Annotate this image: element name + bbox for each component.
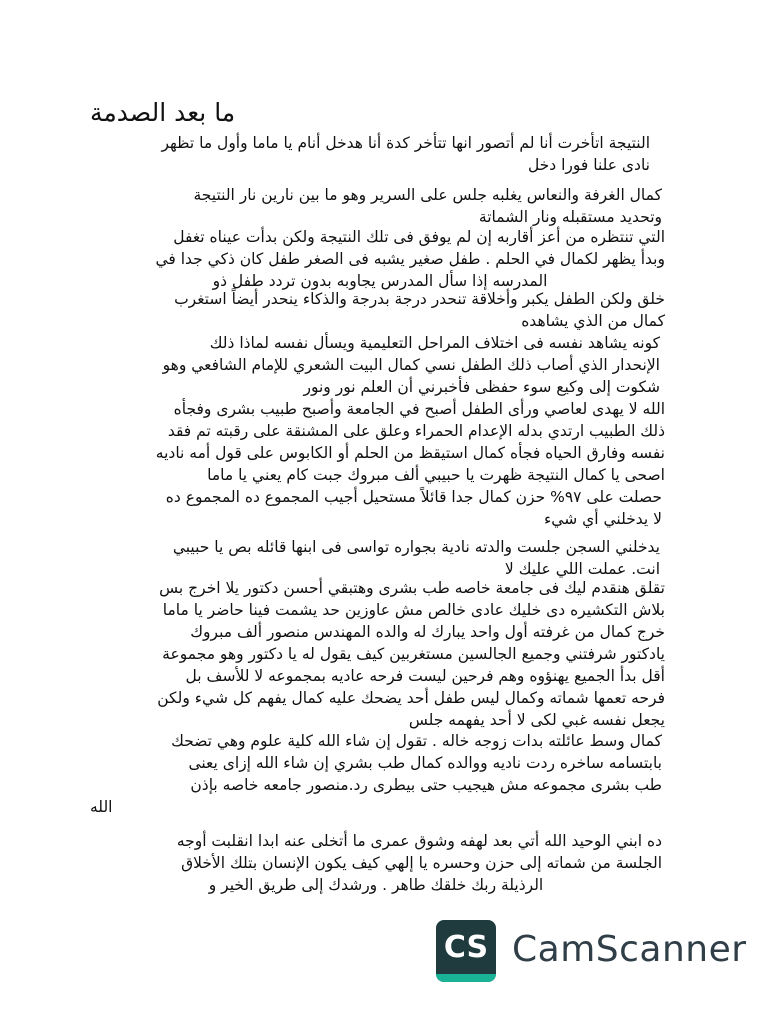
text-line: فرحه تعمها شماته وكمال ليس طفل أحد يضحك عليه كمال يفهم كل شيء ولكن [157, 689, 665, 707]
paragraph-6 [90, 398, 665, 486]
text-line: الإنحدار الذي أصاب ذلك الطفل نسي كمال البيت الشعري للإمام الشافعي وهو [162, 356, 660, 374]
text-line: تقلق هنقدم ليك فى جامعة خاصه طب بشرى وهتبقي أحسن دكتور يلا اخرج بس [159, 579, 665, 597]
text-line: شكوت إلى وكيع سوء حفظى فأخبرني أن العلم نور ونور [303, 378, 660, 396]
paragraph-5 [90, 332, 660, 398]
text-line: الجلسة من شماته إلى حزن وحسره يا إلهي كيف يكون الإنسان بتلك الأخلاق [181, 854, 662, 872]
text-line: التي تنتظره من أعز أقاربه إن لم يوفق فى تلك النتيجة ولكن بدأت عيناه تغفل [173, 228, 665, 246]
text-line: يادكتور شرفتني وجميع الجالسين مستغربين كيف يقول له يا دكتور وهو مجموعة [162, 645, 665, 663]
text-line: نادى علنا فورا دخل [527, 156, 650, 174]
paragraph-7 [90, 486, 662, 530]
paragraph-2 [100, 184, 662, 228]
paragraph-8 [95, 536, 660, 580]
text-line: نفسه وفارق الحياه فجأه كمال استيقظ من الحلم أو الكابوس على قول أمه ناديه [155, 444, 665, 462]
text-line: بلاش التكشيره دى خليك عادى خالص مش عاوزين حد يشمت فينا حاضر يا ماما [162, 601, 665, 619]
text-line: الله [90, 798, 113, 816]
text-line: حصلت على ٩٧% حزن كمال جدا قائلاً مستحيل أجيب المجموع ده المجموع ده [165, 488, 662, 506]
text-line: كمال الغرفة والنعاس يغلبه جلس على السرير وهو ما بين نارين نار النتيجة [193, 186, 662, 204]
text-line: خلق ولكن الطفل يكبر وأخلاقة تنحدر درجة بدرجة والذكاء ينحدر أيضاً استغرب [174, 290, 665, 308]
text-line: كمال وسط عائلته بدات زوجه خاله . تقول إن شاء الله كلية علوم وهي تضحك [171, 732, 662, 750]
text-line: بابتسامه ساخره ردت ناديه ووالده كمال طب بشري إن شاء الله إزاى يعنى [188, 754, 662, 772]
text-line: خرج كمال من غرفته أول واحد يبارك له والده المهندس منصور ألف مبروك [190, 623, 665, 641]
text-line: يدخلني السجن جلست والدته نادية بجواره تواسى فى ابنها قائله بص يا حبيبي [172, 538, 660, 556]
text-line: انت. عملت اللي عليك لا [504, 560, 660, 578]
text-line: لا يدخلني أي شيء [543, 510, 662, 528]
text-line: يجعل نفسه غبي لكى لا أحد يفهمه جلس [408, 711, 665, 729]
text-line: ذلك الطبيب ارتدي بدله الإعدام الحمراء وعلق على المشنقة على رقبته تم فقد [167, 422, 665, 440]
paragraph-11 [90, 830, 662, 896]
camscanner-watermark [436, 918, 756, 988]
text-line: كونه يشاهد نفسه فى اختلاف المراحل التعليمية ويسأل نفسه لماذا ذلك [209, 334, 660, 352]
camscanner-logo-icon [436, 920, 496, 982]
paragraph-3 [95, 226, 665, 292]
text-line: الله لا يهدى لعاصي ورأى الطفل أصبح في الجامعة وأصبح طبيب بشرى وفجأه [173, 400, 665, 418]
text-line: طب بشرى مجموعه مش هيجيب حتى بيطرى رد.منصور جامعه خاصه بإذن [190, 776, 662, 794]
text-line: النتيجة اتأخرت أنا لم أتصور انها تتأخر كدة أنا هدخل أنام يا ماما وأول ما تظهر [161, 134, 650, 152]
paragraph-4 [95, 288, 665, 332]
logo-badge-text: CS [443, 930, 489, 965]
paragraph-10 [90, 730, 662, 818]
logo-wordmark: CamScanner [512, 929, 747, 970]
paragraph-9 [90, 577, 665, 731]
text-line: كمال من الذي يشاهده [521, 312, 665, 330]
text-line: وبدأ يظهر لكمال في الحلم . طفل صغير يشبه فى الصغر طفل كان ذكي جدا في [155, 250, 665, 268]
text-line: اصحى يا كمال النتيجة ظهرت يا حبيبي ألف مبروك جبت كام يعني يا ماما [207, 466, 665, 484]
text-line: الرذيلة ربك خلقك طاهر . ورشدك إلى طريق الخير و [208, 876, 544, 894]
paragraph-1 [88, 132, 650, 176]
text-line: ده ابني الوحيد الله أتي بعد لهفه وشوق عمرى ما أتخلى عنه ابدا انقلبت أوجه [176, 832, 662, 850]
text-line: المدرسه إذا سأل المدرس يجاوبه بدون تردد طفل ذو [212, 272, 548, 290]
text-line: وتحديد مستقبله ونار الشماتة [478, 208, 662, 226]
document-title: ما بعد الصدمة [90, 98, 236, 127]
text-line: أقل بدأ الجميع يهنؤوه وهم فرحين ليست فرحه عاديه بمجموعه لا للأسف بل [185, 667, 665, 685]
